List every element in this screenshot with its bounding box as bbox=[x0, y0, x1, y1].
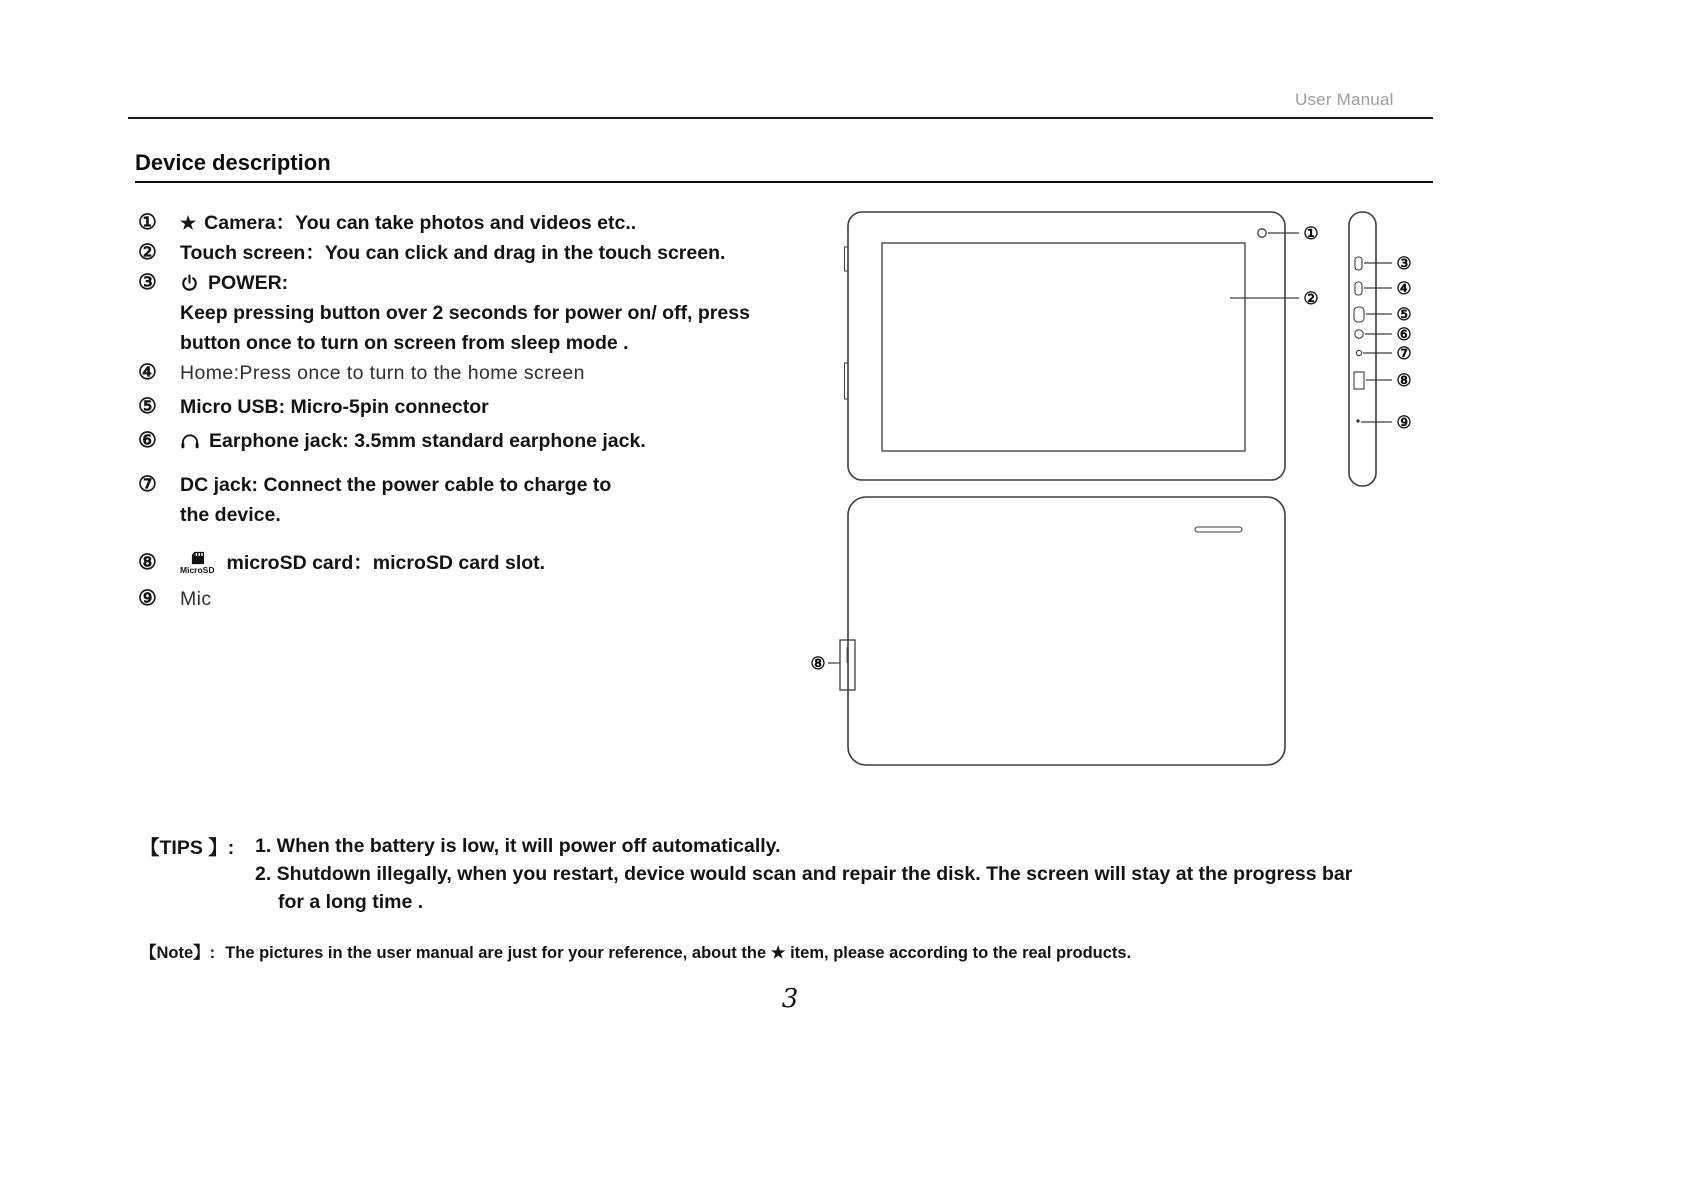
power-icon bbox=[180, 274, 199, 293]
tablet-screen bbox=[882, 243, 1245, 451]
callout-label-7: ⑦ bbox=[1396, 344, 1412, 363]
back-view bbox=[810, 497, 1285, 765]
side-power-button bbox=[1355, 257, 1362, 270]
item-text: microSD card：microSD card slot. bbox=[226, 552, 546, 574]
microsd-icon-label: MicroSD bbox=[180, 565, 215, 576]
item-text: Mic bbox=[180, 588, 212, 610]
callout-label-1: ① bbox=[1303, 224, 1319, 243]
side-mic-hole bbox=[1356, 419, 1359, 422]
microsd-icon bbox=[180, 551, 214, 575]
tips-lines bbox=[255, 832, 1352, 916]
item-text: Camera：You can take photos and videos etc.. bbox=[204, 212, 637, 234]
earphone-icon bbox=[180, 433, 200, 450]
tips-block bbox=[140, 832, 1560, 916]
item-text: Earphone jack: 3.5mm standard earphone jack. bbox=[209, 430, 646, 452]
tips-label: 【TIPS 】: bbox=[140, 837, 235, 859]
item-number: ① bbox=[138, 211, 157, 234]
device-description-list bbox=[138, 208, 898, 614]
list-item-touch-screen bbox=[138, 238, 898, 268]
item-number: ⑨ bbox=[138, 587, 157, 610]
item-text: the device. bbox=[180, 504, 281, 526]
tips-line-2: 2. Shutdown illegally, when you restart, device would scan and repair the disk. The screen will stay at the progress bar bbox=[255, 863, 1353, 885]
side-microsd-slot bbox=[1354, 372, 1364, 389]
item-text: button once to turn on screen from sleep mode . bbox=[180, 332, 629, 354]
callout-label-8: ⑧ bbox=[1396, 371, 1412, 390]
page-number: 3 bbox=[781, 984, 799, 1014]
list-item-mic bbox=[138, 584, 898, 614]
side-earphone-jack bbox=[1355, 330, 1363, 338]
tips-line-1: 1. When the battery is low, it will power off automatically. bbox=[255, 835, 781, 857]
side-view bbox=[1349, 212, 1412, 486]
note-label: 【Note】: bbox=[140, 944, 216, 962]
callout-label-8-back: ⑧ bbox=[810, 654, 826, 673]
list-item-home bbox=[138, 358, 898, 388]
item-number: ⑦ bbox=[138, 473, 157, 496]
item-text: Micro USB: Micro-5pin connector bbox=[180, 396, 489, 418]
list-item-camera bbox=[138, 208, 898, 238]
side-dc-jack bbox=[1356, 350, 1361, 355]
item-number: ③ bbox=[138, 271, 157, 294]
list-item-power-line1 bbox=[138, 298, 898, 328]
item-number: ⑤ bbox=[138, 395, 157, 418]
callout-label-9: ⑨ bbox=[1396, 413, 1412, 432]
item-number: ④ bbox=[138, 361, 157, 384]
callout-label-5: ⑤ bbox=[1396, 305, 1412, 324]
callout-label-4: ④ bbox=[1396, 279, 1412, 298]
side-micro-usb-port bbox=[1354, 307, 1364, 322]
front-view bbox=[845, 212, 1319, 480]
list-item-micro-usb bbox=[138, 392, 898, 422]
list-item-power-line2 bbox=[138, 328, 898, 358]
tips-line-3: for a long time . bbox=[278, 891, 424, 913]
section-title: Device description bbox=[135, 150, 331, 175]
header-title: User Manual bbox=[1295, 90, 1394, 109]
side-home-button bbox=[1355, 282, 1362, 295]
list-item-earphone bbox=[138, 426, 898, 456]
device-diagram bbox=[800, 195, 1450, 795]
list-item-dc-jack-line2 bbox=[138, 500, 898, 530]
section-rule bbox=[135, 181, 1433, 183]
header-rule bbox=[128, 117, 1433, 119]
list-item-microsd bbox=[138, 548, 898, 578]
item-number: ② bbox=[138, 241, 157, 264]
item-text: Touch screen：You can click and drag in the touch screen. bbox=[180, 242, 726, 264]
list-item-power bbox=[138, 268, 898, 298]
item-number: ⑧ bbox=[138, 551, 157, 574]
item-number: ⑥ bbox=[138, 429, 157, 452]
callout-label-2: ② bbox=[1303, 289, 1319, 308]
speaker-slot bbox=[1195, 527, 1242, 532]
item-text: POWER: bbox=[208, 272, 289, 294]
note-text: The pictures in the user manual are just for your reference, about the ★ item, please according to the real products. bbox=[225, 944, 1132, 962]
star-icon: ★ bbox=[180, 213, 197, 233]
callout-label-3: ③ bbox=[1396, 254, 1412, 273]
item-text: Home:Press once to turn to the home screen bbox=[180, 362, 585, 384]
list-item-dc-jack bbox=[138, 470, 898, 500]
item-text: DC jack: Connect the power cable to charge to bbox=[180, 474, 612, 496]
item-text: Keep pressing button over 2 seconds for power on/ off, press bbox=[180, 302, 750, 324]
camera-dot bbox=[1258, 229, 1266, 237]
note-block bbox=[140, 942, 1560, 964]
callout-label-6: ⑥ bbox=[1396, 325, 1412, 344]
